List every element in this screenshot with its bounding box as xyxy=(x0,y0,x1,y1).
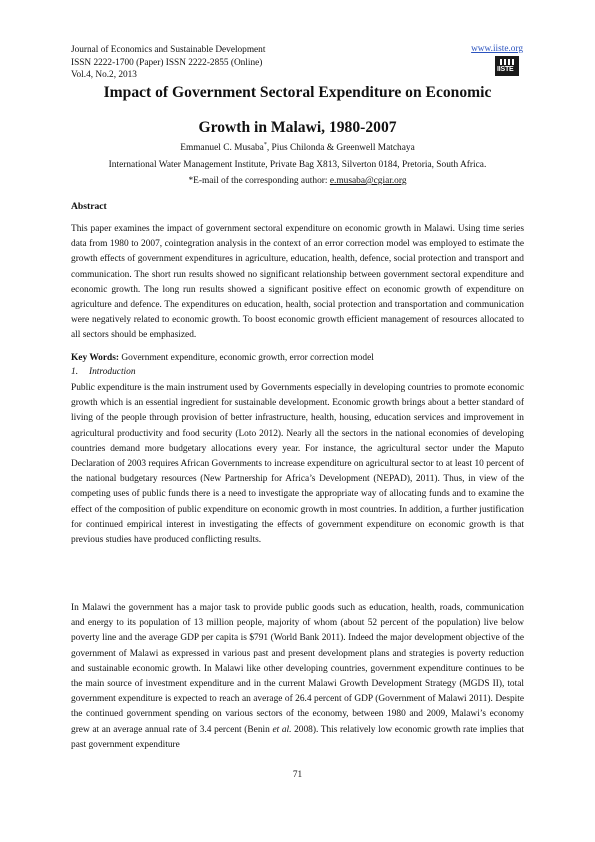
body-paragraph-1: Public expenditure is the main instrument used by Governments especially in developing countries to promote economic growth which is an essential ingredient for sustainable development. Economic growth brings about a better standard of living of the people through provision of better infrastructure, health, housing, education services and improvement in agricultural productivity and food security (Loto 2012). Nearly all the sectors in the national economies of developing countries demand more budgetary allocations every year. For instance, the agricultural sector under the Maputo Declaration of 2003 requires African Governments to increase expenditure on agricultural sector to at least 10 percent of the national budgetary resources (New Partnership for Africa’s Development (NEPAD), 2011). Thus, in view of the competing uses of public funds there is a need to investigate the appropriate way of allocating funds and to examine the effect of the composition of public expenditure on economic growth in most countries. In addition, a further justification for continued empirical interest in investigating the effects of government expenditure on economic growth is that previous studies have produced conflicting results. xyxy=(71,383,524,546)
website-link[interactable]: www.iiste.org xyxy=(471,44,523,54)
journal-name: Journal of Economics and Sustainable Development xyxy=(71,45,266,55)
keywords: Government expenditure, economic growth, error correction model xyxy=(119,353,374,363)
section-title: Introduction xyxy=(89,367,136,377)
abstract-text: This paper examines the impact of government sectoral expenditure on economic growth in Malawi. Using time series data from 1980 to 2007, cointegration analysis in the context of an error correction model was employed to estimate the growth effects of government expenditures in agriculture, education, health, defence, social protection and transport and communication. The short run results showed no significant relationship between government sectoral expenditure and economic growth. The long run results showed a significant positive effect on economic growth of expenditure on agriculture and defence. The expenditures on education, health, social protection and transportation and communication were negatively related to economic growth. To boost economic growth efficient management of resources allocated to all sectors should be emphasized. xyxy=(71,224,524,341)
other-authors: , Pius Chilonda & Greenwell Matchaya xyxy=(266,143,415,153)
iiste-logo xyxy=(495,56,519,76)
abstract-heading: Abstract xyxy=(71,201,107,212)
section-number: 1. xyxy=(71,367,79,377)
keywords-line xyxy=(71,353,374,363)
paragraph-2-text: In Malawi the government has a major task to provide public goods such as education, health, roads, communication and energy to its population of 13 million people, majority of whom (about 52 percent of the population) live below poverty line and the average GDP per capita is $791 (World Bank 2011). Indeed the major development objective of the government of Malawi as expressed in various past and present development plans and strategies is poverty reduction and sustainable economic growth. In Malawi like other developing countries, government expenditure continues to be the main source of investment expenditure and in the current Malawi Growth Development Strategy (MGDS II), total government expenditure is expected to reach an average of 26.4 percent of GDP (Government of Malawi 2011). Despite the continued government spending on various sectors of the economy, between 1980 and 2009, Malawi’s economy grew at an average annual rate of 3.4 percent (Benin xyxy=(71,603,524,735)
authors xyxy=(71,143,524,153)
paper-title-line2: Growth in Malawi, 1980-2007 xyxy=(198,119,397,136)
affiliation: International Water Management Institute, Private Bag X813, Silverton 0184, Pretoria, South Africa. xyxy=(108,160,487,170)
paragraph-2-text-cont: 2008). This relatively low economic growth rate implies that past government expenditure xyxy=(71,724,524,750)
et-al: et al. xyxy=(272,724,292,735)
corresponding-mark: * xyxy=(263,142,267,148)
body-paragraph-2 xyxy=(71,601,524,753)
page-number: 71 xyxy=(292,770,303,780)
paper-title-line1: Impact of Government Sectoral Expenditure on Economic xyxy=(103,84,492,101)
email-link[interactable]: e.musaba@cgiar.org xyxy=(329,176,407,186)
journal-issn: ISSN 2222-1700 (Paper) ISSN 2222-2855 (Online) xyxy=(71,57,263,68)
section-heading-introduction xyxy=(71,367,136,377)
journal-volume: Vol.4, No.2, 2013 xyxy=(71,70,137,81)
author-1: Emmanuel C. Musaba xyxy=(180,143,264,153)
journal-header xyxy=(71,44,265,82)
corresponding-email xyxy=(71,176,524,186)
logo-text: IISTE xyxy=(497,66,514,73)
email-prefix: *E-mail of the corresponding author: xyxy=(188,176,330,186)
keywords-label: Key Words: xyxy=(71,353,120,363)
